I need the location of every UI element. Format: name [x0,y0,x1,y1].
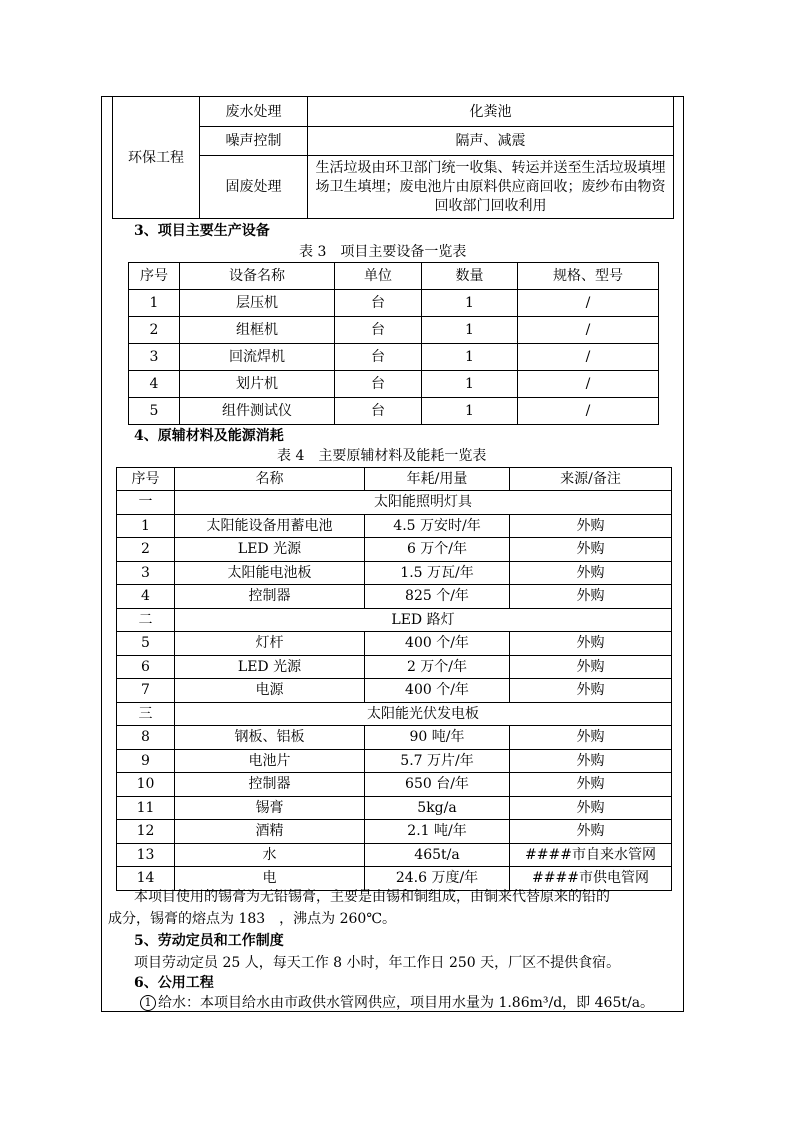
table-cell: 5.7 万片/年 [365,749,510,773]
table-row [117,726,672,750]
paragraph-solder-line-1: 本项目使用的锡膏为无铅锡膏，主要是由锡和铜组成，由铜来代替原来的铅的 [134,889,610,905]
table-cell: LED 光源 [175,538,365,562]
table-cell: 2 [129,317,180,344]
table-row [117,514,672,538]
section-3-heading: 3、项目主要生产设备 [134,223,270,239]
table-cell: 组框机 [180,317,335,344]
table-cell: 10 [117,773,175,797]
table-row [117,655,672,679]
table-cell: / [518,290,659,317]
table-cell: 台 [335,398,422,425]
table-cell: 外购 [510,726,672,750]
table-cell: 外购 [510,538,672,562]
table-cell: 1 [117,514,175,538]
env-category-cell: 环保工程 [113,97,200,219]
table-cell: 层压机 [180,290,335,317]
table-cell: 1.5 万瓦/年 [365,561,510,585]
table-cell: 400 个/年 [365,679,510,703]
table-cell: 400 个/年 [365,632,510,656]
table-cell: 1 [422,344,518,371]
table-cell: 5 [129,398,180,425]
table-cell: 太阳能电池板 [175,561,365,585]
table-cell: 锡膏 [175,796,365,820]
table-cell: 外购 [510,514,672,538]
group-number-cell: 三 [117,702,175,726]
circled-number-marker: 1 [140,995,156,1011]
table-cell: 外购 [510,820,672,844]
env-content-cell: 化粪池 [308,97,674,127]
table-cell: 电 [175,867,365,891]
table-row [117,843,672,867]
table-cell: 4 [129,371,180,398]
section-5-heading: 5、劳动定员和工作制度 [134,933,284,949]
table-header-cell: 年耗/用量 [365,468,510,491]
table-row [129,344,659,371]
table-cell: 组件测试仪 [180,398,335,425]
env-content-cell: 生活垃圾由环卫部门统一收集、转运并送至生活垃圾填埋场卫生填埋；废电池片由原料供应商回收；废纱布由物资回收部门回收利用 [308,156,674,219]
table-cell: 12 [117,820,175,844]
group-number-cell: 二 [117,608,175,632]
table-header-cell: 设备名称 [180,263,335,290]
env-content-cell: 隔声、减震 [308,127,674,156]
paragraph-water [140,993,654,1013]
table-cell: LED 光源 [175,655,365,679]
table-cell: 8 [117,726,175,750]
table-row [117,773,672,797]
table-row [117,632,672,656]
env-item-cell: 废水处理 [200,97,308,127]
table-cell: 酒精 [175,820,365,844]
table-cell: ####市自来水管网 [510,843,672,867]
table-cell: 台 [335,290,422,317]
table-row [117,749,672,773]
group-row [117,608,672,632]
table-cell: 1 [422,371,518,398]
group-row [117,702,672,726]
table-cell: 电池片 [175,749,365,773]
table-cell: 11 [117,796,175,820]
table-cell: 外购 [510,679,672,703]
table-header-cell: 名称 [175,468,365,491]
table-cell: 外购 [510,632,672,656]
table-cell: 太阳能设备用蓄电池 [175,514,365,538]
table-cell: 1 [129,290,180,317]
group-title-cell: 太阳能照明灯具 [175,491,672,515]
table-cell: 3 [117,561,175,585]
equipment-table [128,262,659,425]
table-cell: 5kg/a [365,796,510,820]
table-cell: 825 个/年 [365,585,510,609]
table-cell: 钢板、铝板 [175,726,365,750]
group-title-cell: LED 路灯 [175,608,672,632]
table-cell: ####市供电管网 [510,867,672,891]
group-number-cell: 一 [117,491,175,515]
paragraph-staff: 项目劳动定员 25 人，每天工作 8 小时，年工作日 250 天，厂区不提供食宿。 [134,955,621,971]
table-row [129,317,659,344]
table-4-caption: 表 4 主要原辅材料及能耗一览表 [277,448,487,464]
table-cell: 水 [175,843,365,867]
table-cell: 1 [422,290,518,317]
table-cell: 电源 [175,679,365,703]
group-row [117,491,672,515]
table-cell: 4.5 万安时/年 [365,514,510,538]
table-cell: 外购 [510,773,672,797]
table-cell: 465t/a [365,843,510,867]
table-cell: 划片机 [180,371,335,398]
table-cell: 台 [335,317,422,344]
table-cell: 5 [117,632,175,656]
table-cell: 1 [422,317,518,344]
table-row [129,398,659,425]
table-header-cell: 规格、型号 [518,263,659,290]
table-cell: 控制器 [175,585,365,609]
section-6-heading: 6、公用工程 [134,975,214,991]
table-cell: 1 [422,398,518,425]
paragraph-solder-line-2: 成分，锡膏的熔点为 183 ，沸点为 260℃。 [108,911,397,927]
table-header-cell: 序号 [129,263,180,290]
table-cell: 回流焊机 [180,344,335,371]
table-cell: 13 [117,843,175,867]
table-cell: 外购 [510,561,672,585]
env-item-cell: 固废处理 [200,156,308,219]
table-cell: 2 万个/年 [365,655,510,679]
table-header-cell: 序号 [117,468,175,491]
table-cell: 6 [117,655,175,679]
env-protection-table [112,96,674,219]
table-cell: 14 [117,867,175,891]
section-4-heading: 4、原辅材料及能源消耗 [134,428,284,444]
table-cell: 9 [117,749,175,773]
table-cell: 2.1 吨/年 [365,820,510,844]
table-cell: 4 [117,585,175,609]
table-cell: 7 [117,679,175,703]
table-cell: 90 吨/年 [365,726,510,750]
table-row [117,679,672,703]
table-header-cell: 单位 [335,263,422,290]
table-row [117,796,672,820]
table-cell: 台 [335,371,422,398]
table-cell: / [518,371,659,398]
table-cell: / [518,398,659,425]
env-item-cell: 噪声控制 [200,127,308,156]
table-header-cell: 数量 [422,263,518,290]
table-cell: 外购 [510,655,672,679]
table-cell: / [518,317,659,344]
table-cell: 3 [129,344,180,371]
table-cell: 控制器 [175,773,365,797]
table-row [117,585,672,609]
table-cell: 台 [335,344,422,371]
table-cell: 6 万个/年 [365,538,510,562]
table-row [129,371,659,398]
paragraph-water-text: 给水：本项目给水由市政供水管网供应，项目用水量为 1.86m³/d，即 465t/a。 [158,995,655,1011]
table-row [117,538,672,562]
table-row [117,561,672,585]
group-title-cell: 太阳能光伏发电板 [175,702,672,726]
materials-table [116,467,672,891]
table-row [117,820,672,844]
table-cell: 24.6 万度/年 [365,867,510,891]
table-cell: 2 [117,538,175,562]
table-3-caption: 表 3 项目主要设备一览表 [299,244,467,260]
table-cell: 外购 [510,585,672,609]
table-cell: 外购 [510,749,672,773]
table-cell: 外购 [510,796,672,820]
table-cell: 650 台/年 [365,773,510,797]
table-row [129,290,659,317]
table-header-cell: 来源/备注 [510,468,672,491]
table-cell: / [518,344,659,371]
table-cell: 灯杆 [175,632,365,656]
